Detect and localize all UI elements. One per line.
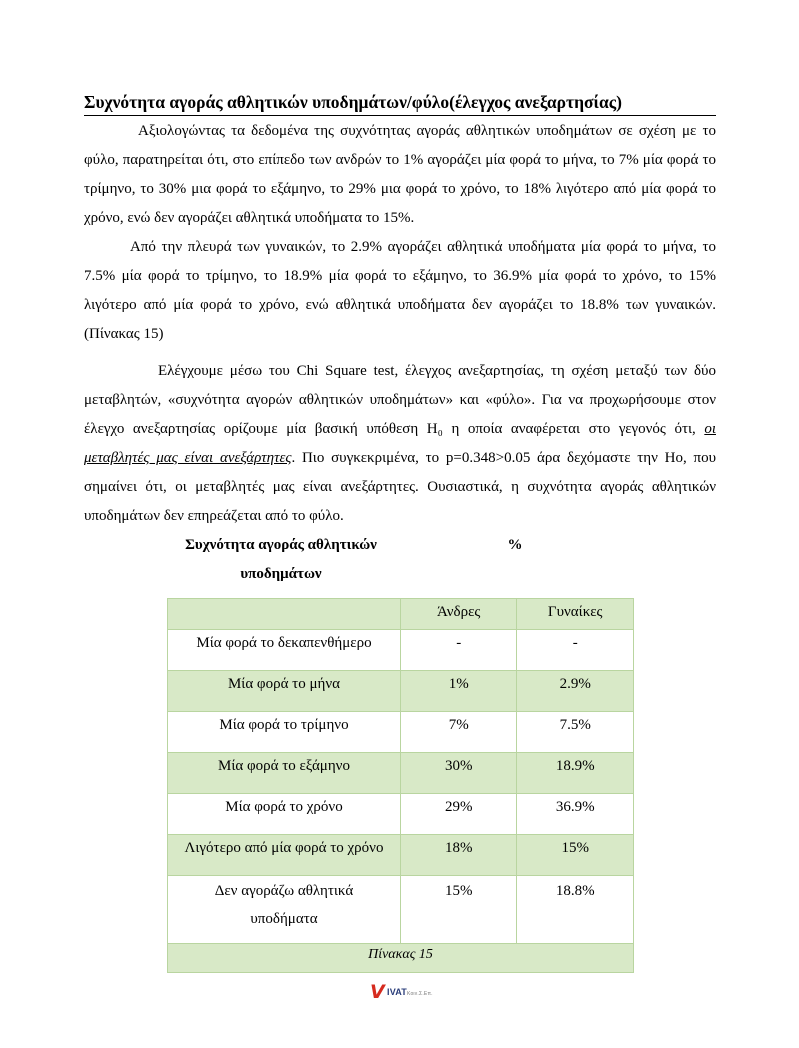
women-value: 2.9% bbox=[517, 671, 634, 712]
frequency-by-gender-table bbox=[167, 598, 634, 973]
table-row bbox=[168, 794, 634, 835]
logo-mark-icon: V bbox=[370, 981, 385, 1003]
table-percent-header: % bbox=[507, 537, 523, 553]
row-label: Λιγότερο από μία φορά το χρόνο bbox=[168, 835, 401, 876]
table-caption: Πίνακας 15 bbox=[168, 944, 634, 973]
women-value: 15% bbox=[517, 835, 634, 876]
table-label-line1: Συχνότητα αγοράς αθλητικών bbox=[185, 537, 377, 553]
header-cell-empty bbox=[168, 599, 401, 630]
table-row bbox=[168, 630, 634, 671]
table-header-row bbox=[168, 599, 634, 630]
women-value: 18.9% bbox=[517, 753, 634, 794]
row-label: Μία φορά το δεκαπενθήμερο bbox=[168, 630, 401, 671]
men-value: 30% bbox=[400, 753, 516, 794]
vivat-logo bbox=[370, 981, 450, 1003]
men-value: 15% bbox=[400, 876, 516, 944]
logo-subtitle: Κοιν.Σ.Επ. bbox=[406, 991, 433, 997]
paragraph-chi-square bbox=[84, 357, 716, 531]
paragraph-chi-square-part1: Ελέγχουμε μέσω του Chi Square test, έλεγχος ανεξαρτησίας, τη σχέση μεταξύ των δύο μεταβλητών, «συχνότητα αγορών αθλητικών υποδημάτων» και «φύλο». Για να προχωρήσουμε στον έλεγχο ανεξαρτησίας ορίζουμε μία βασική υπόθεση H₀ η οποία αναφέρεται στο γεγονός ότι, bbox=[84, 363, 716, 437]
row-label-line2: υποδήματα bbox=[250, 911, 318, 927]
men-value: 29% bbox=[400, 794, 516, 835]
men-value: - bbox=[400, 630, 516, 671]
row-label-line1: Δεν αγοράζω αθλητικά bbox=[214, 883, 354, 899]
men-value: 18% bbox=[400, 835, 516, 876]
independence-hypothesis: οι μεταβλητές μας είναι ανεξάρτητες bbox=[84, 421, 716, 466]
women-value: 36.9% bbox=[517, 794, 634, 835]
table-row bbox=[168, 876, 634, 944]
table-row bbox=[168, 835, 634, 876]
women-value: 18.8% bbox=[517, 876, 634, 944]
logo-name: IVAT bbox=[387, 987, 407, 997]
row-label: Μία φορά το τρίμηνο bbox=[168, 712, 401, 753]
row-label bbox=[168, 876, 401, 944]
row-label: Μία φορά το εξάμηνο bbox=[168, 753, 401, 794]
paragraph-chi-square-part2: . Πιο συγκεκριμένα, το p=0.348>0.05 άρα δεχόμαστε την Ho, που σημαίνει ότι, οι μεταβλητές μας είναι ανεξάρτητες. Ουσιαστικά, η συχνότητα αγοράς αθλητικών υποδημάτων δεν επηρεάζεται από το φύλο. bbox=[84, 450, 716, 524]
header-cell-men: Άνδρες bbox=[400, 599, 516, 630]
section-heading: Συχνότητα αγοράς αθλητικών υποδημάτων/φύλο(έλεγχος ανεξαρτησίας) bbox=[84, 92, 716, 116]
women-value: 7.5% bbox=[517, 712, 634, 753]
row-label: Μία φορά το χρόνο bbox=[168, 794, 401, 835]
row-label: Μία φορά το μήνα bbox=[168, 671, 401, 712]
men-value: 1% bbox=[400, 671, 516, 712]
women-value: - bbox=[517, 630, 634, 671]
paragraph-women: Από την πλευρά των γυναικών, το 2.9% αγοράζει αθλητικά υποδήματα μία φορά το μήνα, το 7.5% μία φορά το τρίμηνο, το 18.9% μία φορά το εξάμηνο, το 36.9% μία φορά το χρόνο, το 15% λιγότερο από μία φορά το χρόνο, ενώ αθλητικά υποδήματα δεν αγοράζει το 18.8% των γυναικών. (Πίνακας 15) bbox=[84, 239, 716, 342]
table-label-line2: υποδημάτων bbox=[240, 566, 322, 582]
table-row-header-label bbox=[174, 531, 388, 589]
men-value: 7% bbox=[400, 712, 516, 753]
header-cell-women: Γυναίκες bbox=[517, 599, 634, 630]
paragraph-men: Αξιολογώντας τα δεδομένα της συχνότητας αγοράς αθλητικών υποδημάτων σε σχέση με το φύλο, παρατηρείται ότι, στο επίπεδο των ανδρών το 1% αγοράζει μία φορά το μήνα, το 7% μία φορά το τρίμηνο, το 30% μια φορά το εξάμηνο, το 29% μια φορά το χρόνο, το 18% λιγότερο από μία φορά το χρόνο, ενώ δεν αγοράζει αθλητικά υποδήματα το 15%. bbox=[84, 123, 716, 226]
logo-text bbox=[387, 986, 433, 1000]
table-caption-row bbox=[168, 944, 634, 973]
table-row bbox=[168, 753, 634, 794]
table-row bbox=[168, 712, 634, 753]
table-row bbox=[168, 671, 634, 712]
